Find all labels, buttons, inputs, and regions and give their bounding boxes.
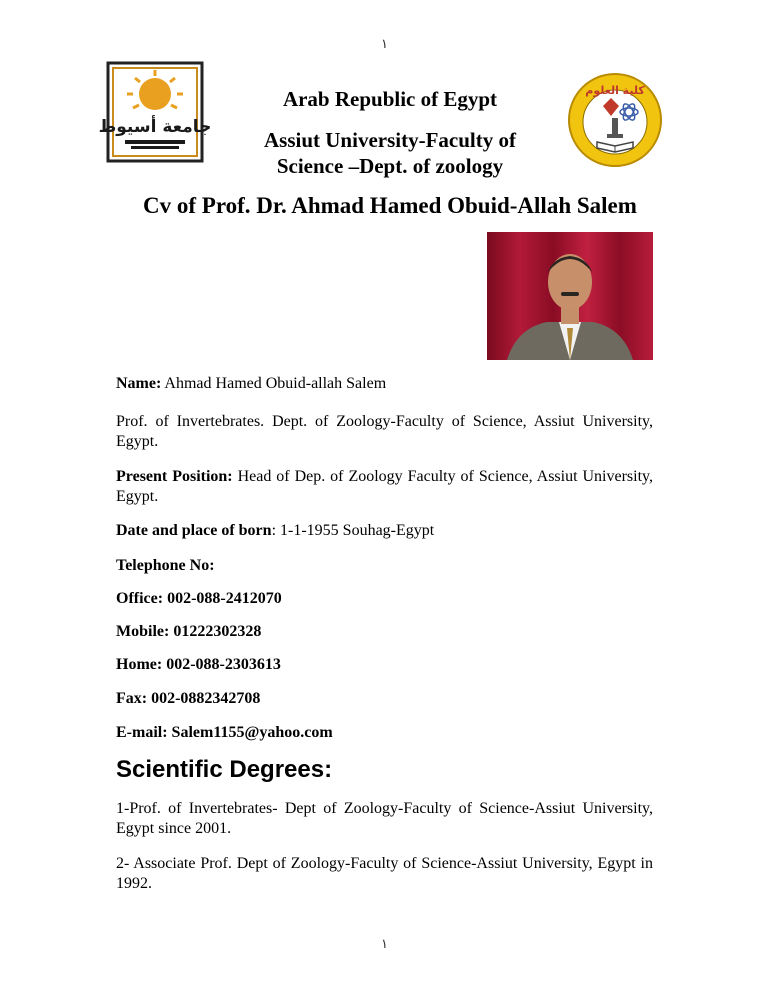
header-university-line1: Assiut University-Faculty of: [264, 128, 516, 152]
header-country: Arab Republic of Egypt: [282, 87, 498, 111]
office-phone: Office: 002-088-2412070: [116, 590, 282, 607]
position-row: [116, 467, 653, 507]
born-label: Date and place of born: [116, 522, 272, 539]
assiut-university-logo: [98, 60, 212, 164]
portrait-photo: [487, 232, 653, 360]
email-address: E-mail: Salem1155@yahoo.com: [116, 724, 333, 741]
position-value: Head of Dep. of Zoology Faculty of Science, Assiut University, Egypt.: [116, 468, 653, 505]
logo-left-text: جامعة أسيوط: [98, 117, 212, 137]
page-number-bottom: ١: [381, 936, 388, 951]
page-number-top: ١: [381, 36, 388, 51]
degree-item-1: 1-Prof. of Invertebrates- Dept of Zoology-Faculty of Science-Assiut University, Egypt since 2001.: [116, 800, 653, 837]
name-label: Name:: [116, 375, 162, 392]
name-value: Ahmad Hamed Obuid-allah Salem: [161, 375, 387, 392]
degrees-heading: Scientific Degrees:: [116, 756, 333, 783]
logo-right-text: كلية العلوم: [585, 84, 645, 97]
born-row: [116, 521, 434, 541]
born-value: : 1-1-1955 Souhag-Egypt: [271, 522, 435, 539]
fax-number: Fax: 002-0882342708: [116, 690, 261, 707]
name-row: [116, 374, 386, 394]
position-label: Present Position:: [116, 468, 233, 485]
faculty-of-science-seal: [567, 72, 663, 168]
home-phone: Home: 002-088-2303613: [116, 656, 281, 673]
title-line: Prof. of Invertebrates. Dept. of Zoology-Faculty of Science, Assiut University, Egypt.: [116, 413, 653, 450]
cv-title: Cv of Prof. Dr. Ahmad Hamed Obuid-Allah Salem: [143, 193, 637, 218]
telephone-label: Telephone No:: [116, 557, 215, 574]
header-university-line2: Science –Dept. of zoology: [276, 154, 504, 178]
degree-item-2: 2- Associate Prof. Dept of Zoology-Faculty of Science-Assiut University, Egypt in 1992.: [116, 855, 653, 892]
mobile-phone: Mobile: 01222302328: [116, 623, 262, 640]
